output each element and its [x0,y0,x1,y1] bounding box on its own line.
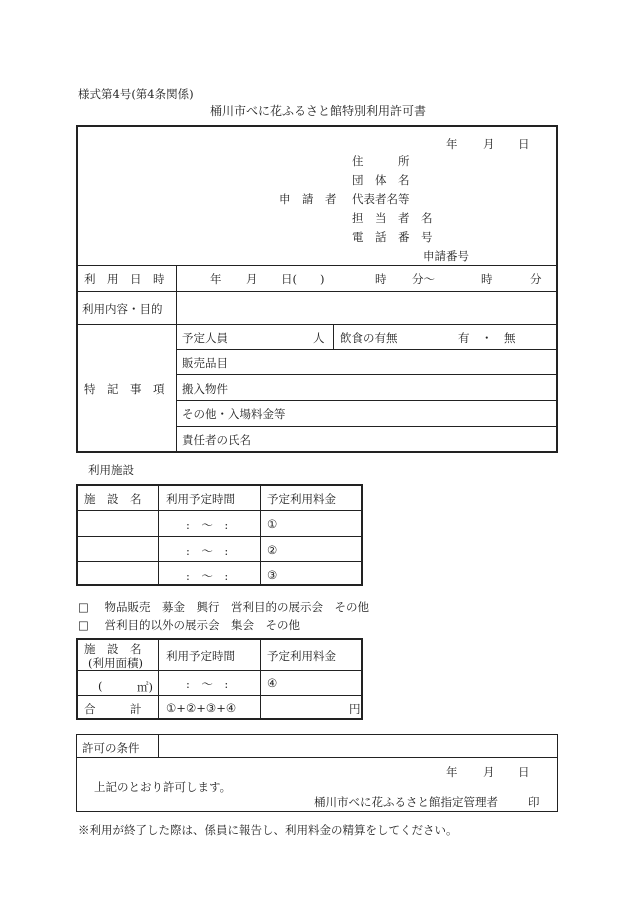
responsible-person-label: 責任者の氏名 [182,433,251,447]
field-representative: 代表者名等 [352,192,410,206]
usage-start-hour: 時 [375,272,387,286]
t2-time: : 〜 : [186,677,229,691]
planned-people-label: 予定人員 [182,331,228,345]
special-notes-label: 特 記 事 項 [84,382,165,396]
footer-note: ※利用が終了した際は、係員に報告し、利用料金の精算をしてください。 [78,823,458,837]
t1-time-3: : 〜 : [186,569,229,583]
usage-day: 日( ) [281,272,325,286]
seal-mark: 印 [528,795,540,809]
t1-header-fee: 予定利用料金 [267,492,336,506]
other-admission-label: その他・入場料金等 [182,407,286,421]
permit-statement: 上記のとおり許可します。 [94,780,232,794]
carry-in-items-label: 搬入物件 [182,382,228,396]
permit-date-year: 年 [446,765,458,779]
applicant-date-year: 年 [446,137,458,151]
checkbox-commercial-mark[interactable]: □ [78,600,89,614]
t1-fee-3: ③ [267,568,278,582]
checkbox-noncommercial[interactable] [78,617,300,633]
permit-conditions-label: 許可の条件 [82,741,140,755]
food-options: 有 ・ 無 [458,331,516,345]
t1-fee-1: ① [267,517,278,531]
sales-items-label: 販売品目 [182,356,228,370]
field-group-name: 団 体 名 [352,173,410,187]
checkbox-commercial[interactable] [78,599,369,615]
t1-header-name: 施 設 名 [84,492,142,506]
t1-header-time: 利用予定時間 [166,492,235,506]
application-table [76,125,558,453]
food-label: 飲食の有無 [340,331,398,345]
applicant-label: 申 請 者 [279,192,337,206]
usage-datetime-label: 利 用 日 時 [84,272,165,286]
application-number-label: 申請番号 [423,249,469,263]
usage-purpose-label: 利用内容・目的 [82,302,163,316]
t2-header-name: 施 設 名 [84,642,142,656]
t2-fee: ④ [267,676,278,690]
field-phone: 電 話 番 号 [352,230,433,244]
permit-date-month: 月 [483,765,495,779]
field-person-in-charge: 担 当 者 名 [352,211,433,225]
checkbox-noncommercial-mark[interactable]: □ [78,618,89,632]
permit-issuer: 桶川市べに花ふるさと館指定管理者 [314,795,498,809]
t1-time-2: : 〜 : [186,544,229,558]
facilities-heading: 利用施設 [88,463,134,477]
t2-total-unit: 円 [349,702,361,716]
usage-year: 年 [210,272,222,286]
permit-date-day: 日 [518,765,530,779]
t1-fee-2: ② [267,543,278,557]
usage-end-minute: 分 [530,272,542,286]
field-address: 住 所 [352,154,410,168]
t2-total-formula: ①+②+③+④ [166,701,237,715]
applicant-date-day: 日 [518,137,530,151]
planned-people-unit: 人 [313,331,325,345]
page-title: 桶川市べに花ふるさと館特別利用許可書 [210,104,427,118]
checkbox-noncommercial-text: 営利目的以外の展示会 集会 その他 [104,618,301,632]
usage-month: 月 [246,272,258,286]
t1-time-1: : 〜 : [186,518,229,532]
t2-area-unit: ㎡) [137,680,153,694]
usage-start-minute: 分〜 [412,272,435,286]
t2-header-fee: 予定利用料金 [267,649,336,663]
usage-end-hour: 時 [481,272,493,286]
form-number: 様式第4号(第4条関係) [78,87,194,101]
t2-area-open: ( [98,679,103,693]
t2-header-area: (利用面積) [88,656,143,670]
t2-total-label: 合 計 [84,702,142,716]
applicant-date-month: 月 [483,137,495,151]
t2-header-time: 利用予定時間 [166,649,235,663]
checkbox-commercial-text: 物品販売 募金 興行 営利目的の展示会 その他 [104,600,370,614]
